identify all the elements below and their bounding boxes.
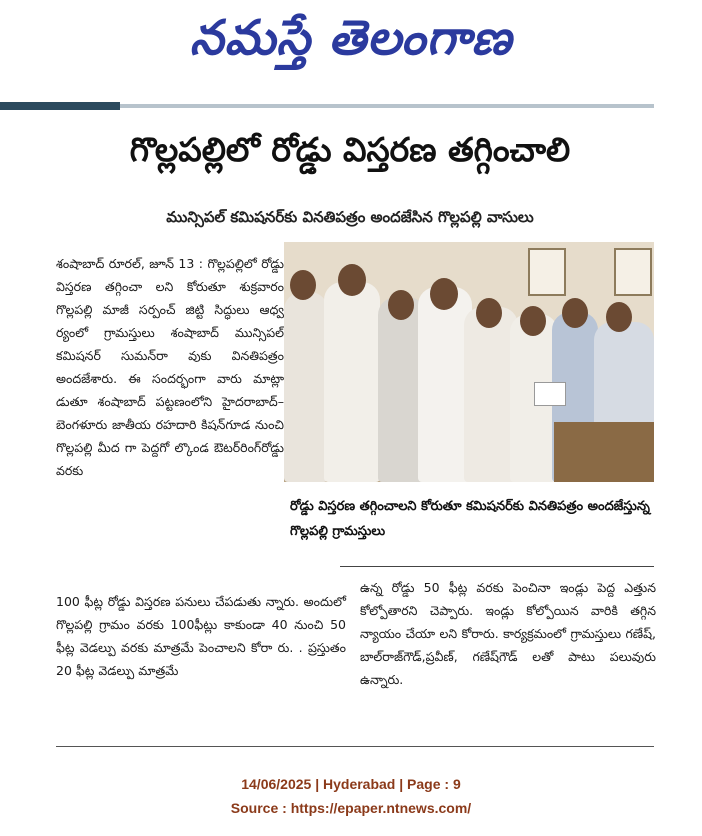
- photo-head: [430, 278, 458, 310]
- article-column-right: [360, 576, 656, 691]
- photo-person: [284, 292, 328, 482]
- masthead: [0, 0, 702, 100]
- article-paragraph: ఉన్న రోడ్డు 50 ఫీట్ల వరకు పెంచినా ఇండ్లు పెద్ద ఎత్తున కోల్పోతారని చెప్పారు. ఇండ్లు కోల్పోయిన వారికి తగ్గిన న్యాయం చేయా లని కోరారు. కార్యక్రమంలో గ్రామస్తులు గణేష్, బాల్‌రాజ్‌గౌడ్,ప్రవీణ్, గణేష్‌గౌడ్ లతో పాటు పలువురు ఉన్నారు.: [360, 580, 656, 687]
- photo-document: [534, 382, 566, 406]
- photo-frame-left: [528, 248, 566, 296]
- masthead-rule-light: [120, 104, 654, 108]
- photo-head: [562, 298, 588, 328]
- photo-caption: రోడ్డు విస్తరణ తగ్గించాలని కోరుతూ కమిషనర్‌కు వినతిపత్రం అందజేస్తున్న గొల్లపల్లి గ్రామస్తులు: [290, 499, 650, 539]
- caption-rule: [340, 566, 654, 567]
- photo-head: [606, 302, 632, 332]
- photo-head: [388, 290, 414, 320]
- footer-source: Source : https://epaper.ntnews.com/: [230, 800, 472, 816]
- article-column-left: [56, 252, 284, 482]
- article-bottom-rule: [56, 746, 654, 747]
- article-photo: [284, 242, 654, 482]
- masthead-rule-dark: [0, 102, 120, 110]
- article-column-bottom-left: [56, 590, 346, 682]
- article-paragraph: శంషాబాద్ రూరల్, జూన్ 13 : గొల్లపల్లిలో రోడ్డు విస్తరణ తగ్గించా లని కోరుతూ శుక్రవారం గొల్లపల్లి మాజీ సర్పంచ్ జిట్టి సిద్ధులు ఆధ్వ ర్యంలో గ్రామస్తులు శంషాబాద్ మున్సిపల్ కమిషనర్ సుమన్‌రా వుకు వినతిపత్రం అందజేశారు. ఈ సందర్భంగా వారు మాట్లా డుతూ శంషాబాద్ పట్టణంలోని హైదరాబాద్– బెంగళూరు జాతీయ రహదారి కిషన్‌గూడ నుంచి గొల్లపల్లి మీద గా పెద్దగో ల్కొండ ఔటర్‌రింగ్‌రోడ్డు వరకు: [56, 256, 284, 478]
- newspaper-logo: నమస్తే తెలంగాణ: [189, 10, 513, 66]
- article-subheadline: మున్సిపల్ కమిషనర్‌కు వినతిపత్రం అందజేసిన గొల్లపల్లి వాసులు: [166, 208, 534, 226]
- article-paragraph: 100 ఫీట్ల రోడ్డు విస్తరణ పనులు చేపడుతు న్నారు. అందులో గొల్లపల్లి గ్రామం వరకు 100ఫీట్లు కాకుండా 40 నుంచి 50 ఫీట్ల వెడల్పు వరకు మాత్రమే పెంచాలని కోరా రు. . ప్రస్తుతం 20 ఫీట్ల వెడల్పు మాత్రమే: [56, 594, 346, 678]
- footer-date-page: 14/06/2025 | Hyderabad | Page : 9: [241, 776, 461, 792]
- photo-head: [338, 264, 366, 296]
- photo-head: [520, 306, 546, 336]
- photo-frame-right: [614, 248, 652, 296]
- photo-head: [290, 270, 316, 300]
- photo-head: [476, 298, 502, 328]
- photo-person: [324, 282, 380, 482]
- photo-desk: [554, 422, 654, 482]
- article-headline: గొల్లపల్లిలో రోడ్డు విస్తరణ తగ్గించాలి: [129, 130, 571, 169]
